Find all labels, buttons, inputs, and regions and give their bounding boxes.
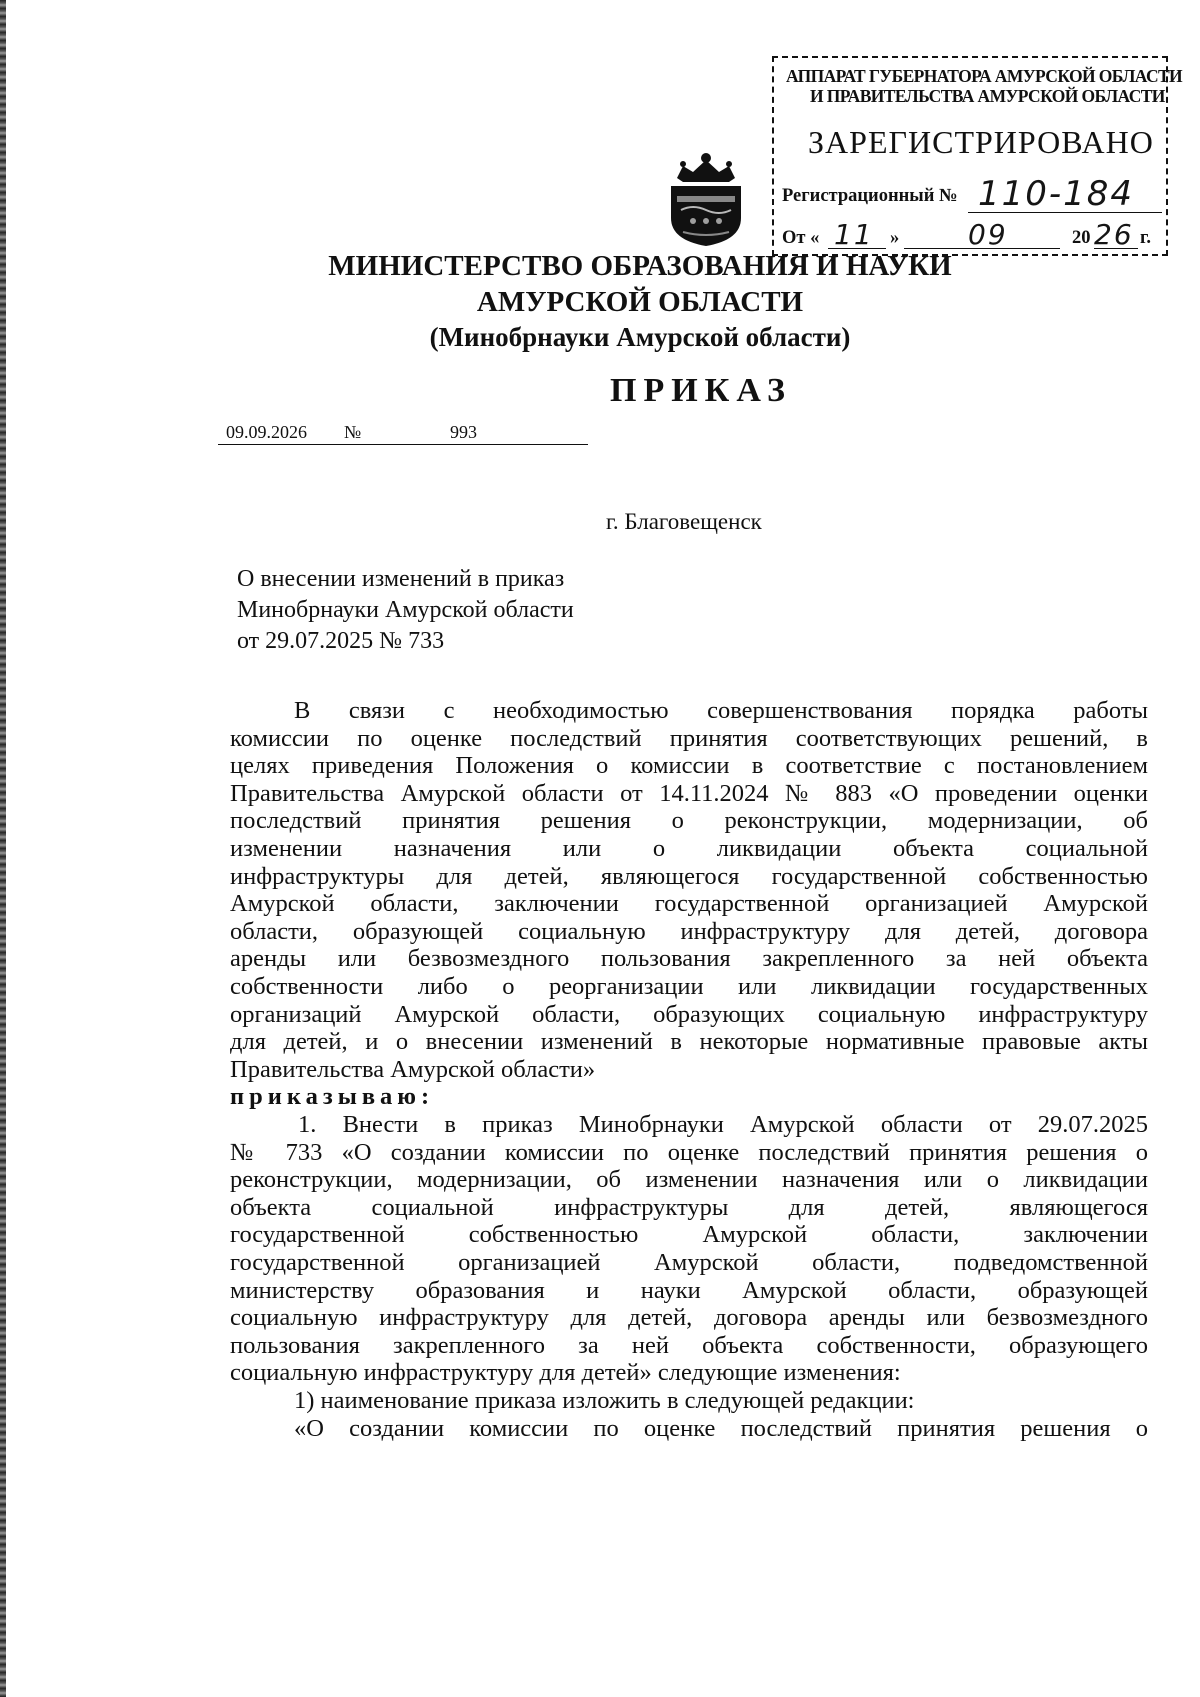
preamble-line: аренды или безвозмездного пользования закрепленного за ней объекта [230,945,1148,973]
preamble-line: последствий принятия решения о реконструкции, модернизации, об [230,807,1148,835]
order-date-number [218,422,588,446]
order-subject [237,564,574,657]
stamp-registration-row [782,176,1162,216]
subject-line: от 29.07.2025 № 733 [237,628,445,654]
order-number: 993 [450,422,477,442]
item-1-line: министерству образования и науки Амурской области, образующей [230,1276,1148,1304]
coat-of-arms-icon [663,148,749,248]
preamble-line: инфраструктуры для детей, являющегося государственной собственностью [230,862,1148,890]
preamble-line: Правительства Амурской области» [230,1055,596,1083]
registration-stamp [772,56,1183,256]
item-1-line: реконструкции, модернизации, об изменении назначения или о ликвидации [230,1166,1148,1194]
preamble-line: области, образующей социальную инфраструктуру для детей, договора [230,917,1148,945]
preamble-line: Правительства Амурской области от 14.11.2024 № 883 «О проведении оценки [230,779,1148,807]
item-1-line: социальную инфраструктуру для детей, договора аренды или безвозмездного [230,1304,1148,1332]
stamp-status: ЗАРЕГИСТРИРОВАНО [808,124,1154,160]
preamble-line: комиссии по оценке последствий принятия соответствующих решений, в [230,724,1148,752]
ministry-short-name: (Минобрнауки Амурской области) [429,322,851,352]
stamp-reg-number: 110-184 [978,174,1135,214]
stamp-year-prefix: 20 [1072,228,1091,248]
stamp-year-suffix: 26 [1094,218,1134,251]
sub-item-1: 1) наименование приказа изложить в следующей редакции: [294,1386,915,1414]
stamp-date-row [782,218,1162,252]
item-1-line: № 733 «О создании комиссии по оценке последствий принятия решения о [230,1138,1148,1166]
preamble-line: Амурской области, заключении государственной организацией Амурской [230,890,1148,918]
stamp-year-underline [1094,248,1138,249]
stamp-day-close: » [890,228,900,248]
city: г. Благовещенск [606,509,762,534]
stamp-office-line2: И ПРАВИТЕЛЬСТВА АМУРСКОЙ ОБЛАСТИ [810,86,1165,106]
stamp-office [786,66,1183,106]
stamp-year-end: г. [1140,228,1151,248]
stamp-date-prefix: От « [782,228,820,248]
order-number-sign: № [344,422,362,442]
order-date: 09.09.2026 [226,422,307,442]
decree-word: приказываю: [230,1083,435,1111]
item-1-line: пользования закрепленного за ней объекта собственности, образующего [230,1331,1148,1359]
preamble-line: В связи с необходимостью совершенствования порядка работы [294,697,1148,724]
stamp-office-line1: АППАРАТ ГУБЕРНАТОРА АМУРСКОЙ ОБЛАСТИ [786,66,1183,86]
stamp-day: 11 [834,218,874,251]
stamp-month: 09 [968,218,1008,251]
item-1 [230,1111,1148,1442]
ministry-name: МИНИСТЕРСТВО ОБРАЗОВАНИЯ И НАУКИ [328,250,952,282]
item-1-line: государственной собственностью Амурской области, заключении [230,1221,1148,1249]
document-type-title: ПРИКАЗ [610,372,792,409]
region-name: АМУРСКОЙ ОБЛАСТИ [476,286,804,318]
item-1-line: государственной организацией Амурской области, подведомственной [230,1248,1148,1276]
preamble-line: собственности либо о реорганизации или ликвидации государственных [230,972,1148,1000]
quote-start: «О создании комиссии по оценке последствий принятия решения о [294,1414,1148,1442]
order-meta-underline [218,444,588,445]
scan-edge [0,0,6,1697]
preamble-line: организаций Амурской области, образующих социальную инфраструктуру [230,1000,1148,1028]
subject-line: О внесении изменений в приказ [237,566,565,592]
stamp-reg-label: Регистрационный № [782,186,958,206]
preamble-line: для детей, и о внесении изменений в некоторые нормативные правовые акты [230,1028,1148,1056]
subject-line: Минобрнауки Амурской области [237,597,574,623]
preamble-line: изменении назначения или о ликвидации объекта социальной [230,834,1148,862]
item-1-line: 1. Внести в приказ Минобрнауки Амурской области от 29.07.2025 [298,1111,1148,1138]
item-1-line: социальную инфраструктуру для детей» следующие изменения: [230,1359,901,1387]
item-1-line: объекта социальной инфраструктуры для детей, являющегося [230,1193,1148,1221]
preamble-line: целях приведения Положения о комиссии в соответствие с постановлением [230,752,1148,780]
preamble [230,697,1148,1111]
